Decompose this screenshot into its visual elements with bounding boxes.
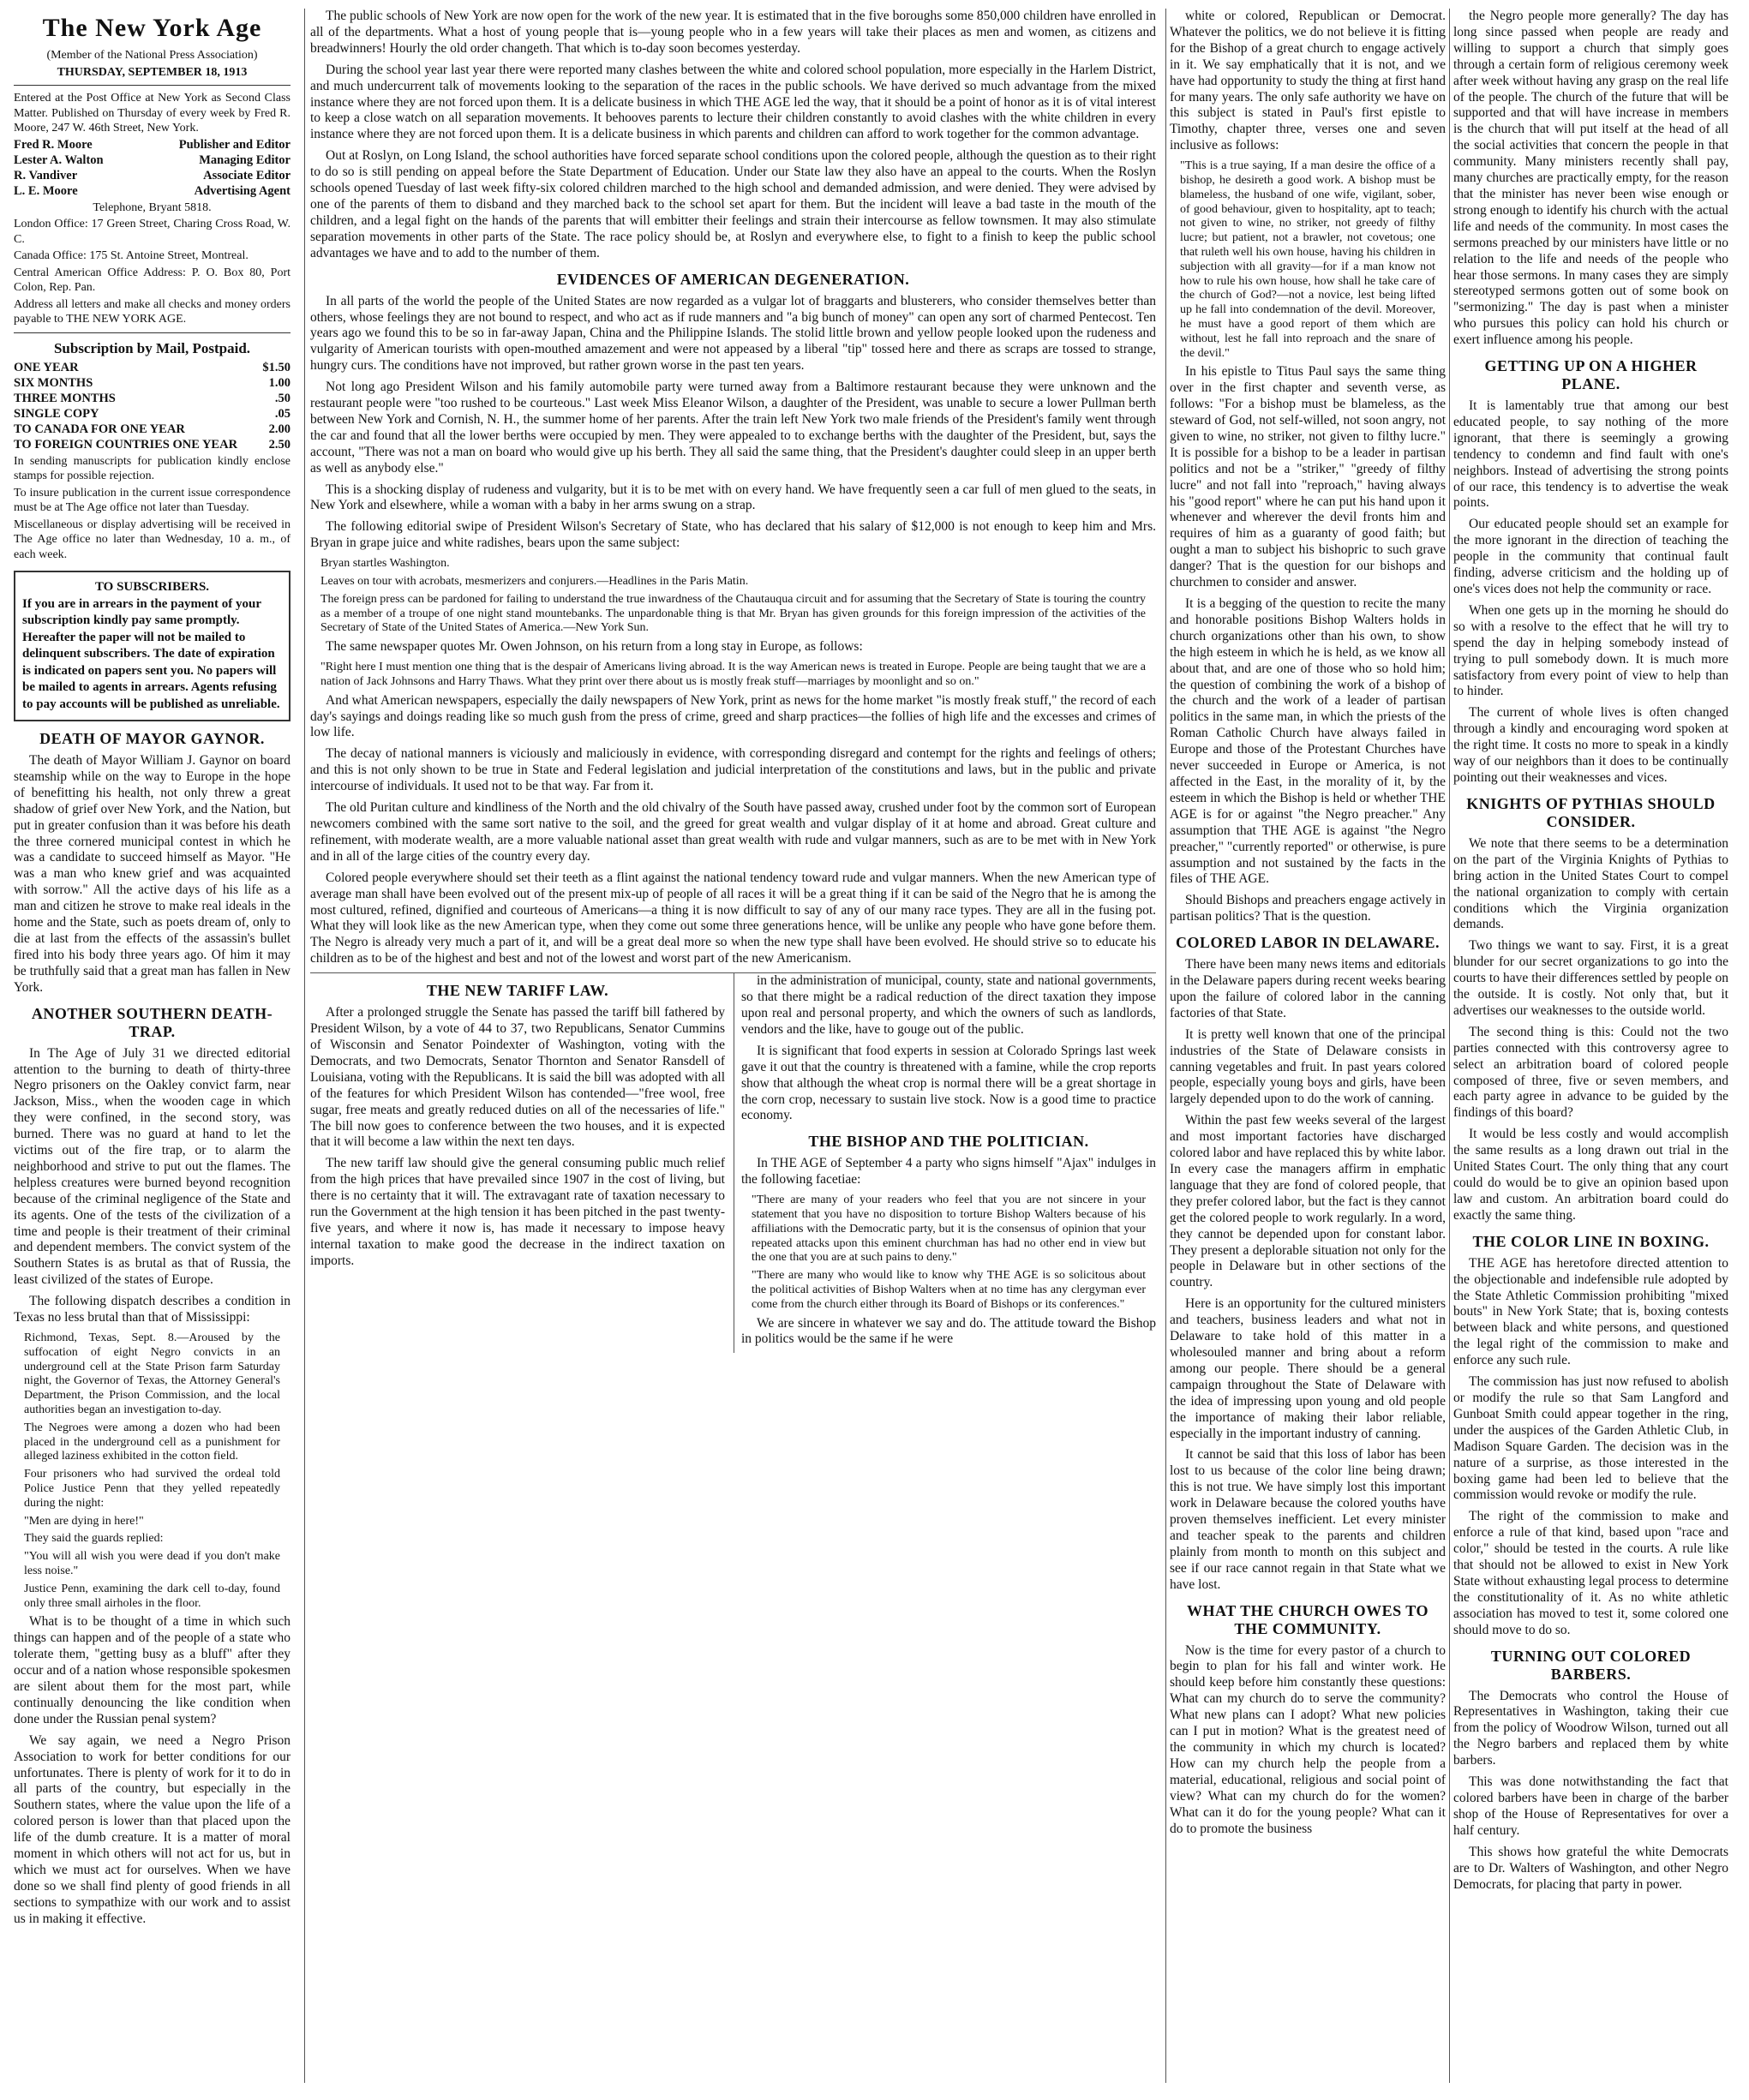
subcolumn-church bbox=[1166, 9, 1449, 2083]
article-paragraph: We are sincere in whatever we say and do. The attitude toward the Bishop in politics would be the same if he were bbox=[741, 1315, 1156, 1347]
article-paragraph: The following dispatch describes a condition in Texas no less brutal than that of Mississippi: bbox=[14, 1294, 291, 1325]
article-paragraph: Here is an opportunity for the cultured ministers and teachers, business leaders and what not in Delaware to take hold of this matter in a wholesouled manner and bring about a reform among our people. There should be a general campaign throughout the State of Delaware with the idea of impressing upon young and old people the importance of making their labor reliable, especially in the important industry of canning. bbox=[1170, 1296, 1446, 1441]
article-paragraph: Not long ago President Wilson and his family automobile party were turned away from a Baltimore restaurant because they were unknown and the restaurant people were "too rushed to be courteous." Last week Miss Eleanor Wilson, a daughter of the President, was unable to secure a lower Pullman berth between New York and Cornish, N. H., the summer home of her parents. After the train left New York two male friends of the President's family went through the car and found that all the lower berths were occupied by men. They were appealed to to exchange berths with the daughter of the President, but, says the account, "There was not a man on board who would give up his berth. They all said the same thing, that the President's daughter could sleep in an upper berth as well as anybody else." bbox=[310, 380, 1156, 476]
headline-gaynor: DEATH OF MAYOR GAYNOR. bbox=[39, 730, 265, 747]
divider bbox=[14, 85, 291, 86]
article-paragraph: The death of Mayor William J. Gaynor on board steamship while on the way to Europe in the hope of benefitting his health, not only threw a great shadow of grief over New York, and the Nation, but put in greater confusion than it was before his death the three cornered municipal contest in which he was a candidate to succeed himself as Mayor. "He was a man who knew grief and was acquainted with sorrow." All the active days of his life as a man and citizen he strove to make real ideals in the home and the State, such as poets dream of, only to die at last from the effects of the assassin's bullet fired into his body three years ago. Of him it may be truthfully said that a great man has fallen in New York. bbox=[14, 753, 291, 995]
headline-tariff: THE NEW TARIFF LAW. bbox=[426, 982, 609, 1000]
office-london: London Office: 17 Green Street, Charing Cross Road, W. C. bbox=[14, 218, 291, 246]
subscribers-title: TO SUBSCRIBERS. bbox=[94, 580, 210, 594]
note-manuscripts: In sending manuscripts for publication kindly enclose stamps for possible rejection. bbox=[14, 454, 291, 482]
article-paragraph: It cannot be said that this loss of labor has been lost to us because of the color line being drawn; this is not true. We have simply lost this important work in Delaware because the colored youths have proven themselves inefficient. Let every minister and teacher speak to the parents and children plainly from month to month on this subject and see if our race cannot regain in that State what we have lost. bbox=[1170, 1447, 1446, 1592]
article-paragraph: In all parts of the world the people of the United States are now regarded as a vulgar lot of braggarts and blusterers, who consider themselves better than others, whose feelings they are not bound to respect, and who act as if rude manners and "a big bunch of money" can open any sort of charmed Pentecost. Ten years ago we found this to be so in far-away Japan, China and the Philippine Islands. The stolid little brown and yellow people looked upon the rudeness and vulgarity of American tourists with open-mouthed amazement and were not appeased by a liberal "tip" tossed here and there as scraps are tossed to strange, hungry curs. The conditions have not improved, but rather grown worse in the past ten years. bbox=[310, 293, 1156, 374]
newspaper-page bbox=[9, 9, 1740, 2083]
lower-split bbox=[310, 972, 1156, 1353]
article-paragraph: Out at Roslyn, on Long Island, the school authorities have forced separate school conditions upon the colored people, although the question as to their right to do so is still pending on appeal before the State Department of Education. Under our State law they also have an appeal to the courts. When the Roslyn schools opened Tuesday of last week fifty-six colored children marched to the high school and demanded admission, and were denied. They were advised by one of the parents of them to disband and they marched back to the school set apart for them. But the incident will leave a bad taste in the mouth of the children, and a legal fight on the hands of the parents that will embitter their feelings and strain their intercourse as fellow townsmen. It may also stimulate separation movements in other parts of the State. The race policy should be, at Roslyn and everywhere else, to fight to a finish to keep the public school advantages we have and to add to the number of them. bbox=[310, 148, 1156, 260]
subcolumn-plane bbox=[1449, 9, 1731, 2083]
article-paragraph: And what American newspapers, especially the daily newspapers of New York, print as news for the home market "is mostly freak stuff," the record of each day's sayings and doings reading like so much gush from the press of crime, greed and sharp practices—the follies of high life and the excesses and crimes of low life. bbox=[310, 692, 1156, 740]
article-paragraph: The following editorial swipe of President Wilson's Secretary of State, who has declared that his salary of $12,000 is not enough to keep him and Mrs. Bryan in grape juice and white radishes, bears upon the same subject: bbox=[310, 519, 1156, 551]
rate-row: SIX MONTHS 1.00 bbox=[14, 375, 291, 390]
rate-row: SINGLE COPY .05 bbox=[14, 406, 291, 421]
article-paragraph: Two things we want to say. First, it is a great blunder for our secret organizations to go into the courts to have their differences settled by people on the outside. It is costly. Not only that, but it advertises our weaknesses to the outside world. bbox=[1453, 938, 1728, 1018]
article-paragraph: Within the past few weeks several of the largest and most important factories have discharged colored labor and have replaced this by white labor. In every case the managers affirm in emphatic language that they are fond of colored people, that they prefer colored labor, but the fact is they cannot get the colored people to work regularly. In a word, they cannot be depended upon for constant labor. They present a deplorable situation not only for the people in Delaware but in other sections of the country. bbox=[1170, 1113, 1446, 1290]
article-paragraph: The right of the commission to make and enforce a rule of that kind, based upon "race and color," should be tested in the courts. A rule like that should not be allowed to exist in New York State without exhausting legal process to determine the constitutionality of it. As no white athletic association has moved to test it, some colored one should move to do so. bbox=[1453, 1509, 1728, 1637]
rate-row: TO CANADA FOR ONE YEAR 2.00 bbox=[14, 422, 291, 436]
article-paragraph: We note that there seems to be a determination on the part of the Virginia Knights of Pythias to bring action in the United States Court to compel the national organization to comply with certain conditions which the Virginia organization demands. bbox=[1453, 835, 1728, 932]
headline-higher-plane: GETTING UP ON A HIGHER PLANE. bbox=[1484, 357, 1698, 393]
office-address: Address all letters and make all checks and money orders payable to THE NEW YORK AGE. bbox=[14, 297, 291, 326]
quoted-paragraph: "You will all wish you were dead if you don't make less noise." bbox=[24, 1550, 280, 1577]
subscribers-box bbox=[14, 571, 291, 721]
staff-row: R. Vandiver Associate Editor bbox=[14, 168, 291, 182]
staff-row: Fred R. Moore Publisher and Editor bbox=[14, 137, 291, 152]
column-editorial bbox=[304, 9, 1161, 2083]
quoted-paragraph: The Negroes were among a dozen who had been placed in the underground cell as a punishment for alleged laziness exhibited in the cotton field. bbox=[24, 1421, 280, 1463]
article-paragraph: It would be less costly and would accomplish the same results as a long drawn out trial in the United States Court. The only thing that any court could do would be to give an opinion based upon law and custom. An arbitration board could do exactly the same thing. bbox=[1453, 1127, 1728, 1223]
article-paragraph: Now is the time for every pastor of a church to begin to plan for his fall and winter work. He should keep before him constantly these questions: What can my church do to serve the community? What new plans can I adopt? What new policies can I put in motion? What is the greatest need of the community in which my church is located? How can my church help the people from a material, educational, religious and social point of view? What can my church do for the women? What can it do for the young people? What can it do to promote the business bbox=[1170, 1642, 1446, 1836]
article-paragraph: After a prolonged struggle the Senate has passed the tariff bill fathered by President Wilson, by a vote of 44 to 37, two Republicans, Senator Cummins of Wisconsin and Senator Poindexter of Washington, voting with the Democrats, and two Democrats, Senator Thornton and Senator Ransdell of Louisiana, voting with the Republicans. It is said the bill was adopted with all of the features for which President Wilson has contended—"free wool, free sugar, free meats and greatly reduced duties on all of the necessaries of life." The bill now goes to conference between the two houses, and it is expected that it will become a law within the next ten days. bbox=[310, 1005, 725, 1150]
article-paragraph: The same newspaper quotes Mr. Owen Johnson, on his return from a long stay in Europe, as follows: bbox=[326, 639, 863, 655]
article-paragraph: This was done notwithstanding the fact that colored barbers have been in charge of the barber shop of the House of Representatives for over a half century. bbox=[1453, 1774, 1728, 1838]
article-paragraph: There have been many news items and editorials in the Delaware papers during recent weeks bearing upon the failure of colored labor in the canning factories of that State. bbox=[1170, 957, 1446, 1020]
staff-list bbox=[14, 138, 291, 199]
edge-spacer bbox=[1731, 9, 1740, 2083]
article-paragraph: It is a begging of the question to recite the many and honorable positions Bishop Walters holds in church organizations other than his own, to show the high esteem in which he is held, as we know all about that, and are one of those who so hold him; the question of combining the work of a bishop of the church and the work of a leader of partisan politics in the same man, in which the priests of the Roman Catholic Church have always failed in Europe and those of the Protestant Churches have never succeeded in Europe or America, is not affected in the East, in the morality of it, by the esteem in which the Bishop is held or whether THE AGE is for or against "the Negro preacher." Any assumption that THE AGE is against "the Negro preacher," "currently reported" or otherwise, is pure assumption and not sustained by the facts in the files of THE AGE. bbox=[1170, 596, 1446, 887]
quoted-paragraph: Richmond, Texas, Sept. 8.—Aroused by the suffocation of eight Negro convicts in an underground cell at the State Prison farm Saturday night, the Governor of Texas, the Attorney General's Department, the Prison Commission, and the local authorities began an investigation to-day. bbox=[24, 1331, 280, 1416]
article-paragraph: This is a shocking display of rudeness and vulgarity, but it is to be met with on every hand. We have frequently seen a car full of men glued to the seats, in New York and elsewhere, while a woman with a baby in her arms swung on a strap. bbox=[310, 482, 1156, 513]
article-paragraph: Our educated people should set an example for the more ignorant in the direction of teaching the people in the community that continual fault finding, adverse criticism and the holding up of one's vices does not help the community or race. bbox=[1453, 517, 1728, 596]
staff-row: L. E. Moore Advertising Agent bbox=[14, 183, 291, 198]
issue-date: THURSDAY, SEPTEMBER 18, 1913 bbox=[57, 65, 248, 79]
note-correspondence: To insure publication in the current issue correspondence must be at The Age office not later than Tuesday. bbox=[14, 486, 291, 514]
subscribers-text: If you are in arrears in the payment of your subscription kindly pay same promptly. Hereafter the paper will not be mailed to delinquent subscribers. The date of expiration is indicated on papers sent you. No papers will be mailed to agents in arrears. Agents refusing to pay accounts will be published as unreliable. bbox=[22, 596, 280, 711]
article-paragraph: This shows how grateful the white Democrats are to Dr. Walters of Washington, and other Negro Democrats, for placing that party in power. bbox=[1453, 1844, 1728, 1892]
office-canada: Canada Office: 175 St. Antoine Street, Montreal. bbox=[14, 249, 249, 262]
article-paragraph: We say again, we need a Negro Prison Association to work for better conditions for our unfortunates. There is plenty of work for it to do in all parts of the country, but especially in the Southern states, where the value upon the life of a colored person is lower than that placed upon the life of the dumb creature. It is a matter of moral moment in which others will not act for us, but in which we must act for ourselves. When we have done so we shall find plenty of good friends in all sections to sympathize with our work and to assist us in making it effective. bbox=[14, 1732, 291, 1926]
article-paragraph: In his epistle to Titus Paul says the same thing over in the first chapter and seventh verse, as follows: "For a bishop must be blameless, as the steward of God, not self-willed, not soon angry, not given to wine, no striker, not given to filthy lucre." It is possible for a bishop to be a leader in partisan politics and not be a "striker," "greedy of filthy lucre" and not fall into "reproach," having always his "good report" where he can put his hand upon it whenever and wherever the devil fronts him and requires of him as a guaranty of good faith; but ought a man to subject his bishopric to such grave danger? That is the question for our bishops and churchmen to consider and answer. bbox=[1170, 364, 1446, 590]
article-paragraph: It is pretty well known that one of the principal industries of the State of Delaware consists in canning vegetables and fruit. In past years colored people, especially young boys and girls, have been largely depended upon to do the work of canning. bbox=[1170, 1026, 1446, 1107]
article-paragraph: white or colored, Republican or Democrat. Whatever the politics, we do not believe it is fitting for the Bishop of a great church to engage actively in it. We say emphatically that it is not, and we have had opportunity to study the thing at first hand for many years. The only safe authority we have on this subject is stated in Paul's first epistle to Timothy, chapter three, verses one and seven inclusive as follows: bbox=[1170, 9, 1446, 153]
article-paragraph: Colored people everywhere should set their teeth as a flint against the national tendency toward rude and vulgar manners. When the new American type of average man shall have been evolved out of the present mix-up of people of all races it will be a great thing if it can be said of the Negro that he is among the most cultured, refined, dignified and courteous of Americans—a thing it is now difficult to say of any of our many race types. They are all in the fusing pot. What they will look like as the new American type, when they come out some three generations hence, will be unlike any people who have gone before them. The Negro is already very much a part of it, and will be a great deal more so when the new type shall have been evolved. He should strive so to educate his children as to be of the highest and best and not of the lowest and worst part of the new Americanism. bbox=[310, 870, 1156, 966]
quoted-paragraph: Four prisoners who had survived the ordeal told Police Justice Penn that they yelled repeatedly during the night: bbox=[24, 1468, 280, 1510]
article-paragraph: in the administration of municipal, county, state and national governments, so that there might be a radical reduction of the direct taxation they impose upon real and personal property, and which the owners of such as landlords, vendors and the like, have to gouge out of the public. bbox=[741, 973, 1156, 1037]
bishop-column bbox=[734, 973, 1156, 1353]
article-paragraph: The second thing is this: Could not the two parties connected with this controversy agree to select an arbitration board of colored people composed of three, five or seven members, and each party agree in advance to be guided by the findings of this board? bbox=[1453, 1024, 1728, 1121]
headline-delaware: COLORED LABOR IN DELAWARE. bbox=[1175, 934, 1441, 952]
quoted-paragraph: "There are many of your readers who feel that you are not sincere in your statement that you have no disposition to torture Bishop Walters because of his affiliations with the Democratic party, but it is the consensus of opinion that your repeated attacks upon this eminent churchman has had no other end in view but the one that you are at such pains to deny." bbox=[752, 1194, 1146, 1265]
headline-death-trap: ANOTHER SOUTHERN DEATH-TRAP. bbox=[31, 1004, 273, 1040]
headline-degeneration: EVIDENCES OF AMERICAN DEGENERATION. bbox=[556, 270, 910, 288]
article-paragraph: During the school year last year there were reported many clashes between the white and colored school population, more especially in the Harlem District, and much undercurrent talk of movements looking to the separation of the races in the public schools. We have derived so much advantage from the mixed instance where they are not forced upon them. It is a delicate business in which THE AGE led the way, that it should be a point of honor as it is of vital interest to keep a close watch on all separation movements. It behooves parents to lecture their children constantly to avoid clashes with the white children in every instance where they are not forced upon them. It is a delicate business in which parents and children can afford to work together for the common advantage. bbox=[310, 62, 1156, 142]
article-paragraph: The commission has just now refused to abolish or modify the rule so that Sam Langford and Gunboat Smith could appear together in the ring, under the auspices of the Garden Athletic Club, in Madison Square Garden. The decision was in the nature of a surprise, as those interested in the boxing game had been led to believe that the commission would revoke or modify the rule. bbox=[1453, 1374, 1728, 1503]
article-paragraph: In THE AGE of September 4 a party who signs himself "Ajax" indulges in the following facetiae: bbox=[741, 1156, 1156, 1188]
rate-row: THREE MONTHS .50 bbox=[14, 391, 291, 405]
article-paragraph: THE AGE has heretofore directed attention to the objectionable and indefensible rule adopted by the State Athletic Commission prohibiting "mixed bouts" in New York State; that is, boxing contests between black and white persons, and questioned the legal right of the commission to make and enforce any such rule. bbox=[1453, 1255, 1728, 1368]
quoted-paragraph: The foreign press can be pardoned for failing to understand the true inwardness of the Chautauqua circuit and for assuming that the Secretary of State is touring the country as a member of a troupe of one night stand mountebanks. The unpardonable thing is that Mr. Bryan has given grounds for this foreign impression of the activities of the Secretary of State of the United States of America.—New York Sun. bbox=[320, 592, 1146, 635]
quoted-paragraph: Bryan startles Washington. bbox=[320, 557, 450, 571]
staff-row: Lester A. Walton Managing Editor bbox=[14, 153, 291, 167]
quoted-paragraph: They said the guards replied: bbox=[24, 1532, 164, 1546]
quoted-paragraph: Justice Penn, examining the dark cell to-day, found only three small airholes in the floor. bbox=[24, 1582, 280, 1610]
headline-boxing: THE COLOR LINE IN BOXING. bbox=[1472, 1232, 1710, 1250]
article-paragraph: The decay of national manners is viciously and maliciously in evidence, with corresponding disregard and contempt for the rights and feelings of others; and this is not only shown to be true in State and Federal legislation and judicial interpretation of the constitutions and laws, but in the public and private intercourse of individuals. It used not to be that way. Far from it. bbox=[310, 746, 1156, 794]
rate-table bbox=[14, 361, 291, 452]
article-paragraph: When one gets up in the morning he should do so with a resolve to the effect that he will try to spend the day in helping somebody instead of trying to pull somebody down. It is much more satisfactory from every point of view to help than to hinder. bbox=[1453, 602, 1728, 699]
masthead-title: The New York Age bbox=[42, 14, 262, 42]
tariff-column bbox=[310, 973, 725, 1353]
office-central-america: Central American Office Address: P. O. Box 80, Port Colon, Rep. Pan. bbox=[14, 266, 291, 294]
rate-row: TO FOREIGN COUNTRIES ONE YEAR 2.50 bbox=[14, 437, 291, 452]
article-paragraph: It is lamentably true that among our best educated people, to say nothing of the more ignorant, that there is seemingly a growing tendency to condemn and find fault with one's neighbors. Instead of advertising the strong points of our race, this tendency is to advertise the weak points. bbox=[1453, 398, 1728, 511]
headline-pythias: KNIGHTS OF PYTHIAS SHOULD CONSIDER. bbox=[1466, 794, 1716, 830]
headline-church-owes: WHAT THE CHURCH OWES TO THE COMMUNITY. bbox=[1187, 1601, 1429, 1637]
article-paragraph: Should Bishops and preachers engage actively in partisan politics? That is the question. bbox=[1170, 893, 1446, 924]
masthead-subtitle: (Member of the National Press Association) bbox=[46, 49, 258, 62]
article-paragraph: The public schools of New York are now open for the work of the new year. It is estimated that in the five boroughs some 850,000 children have enrolled in all of the departments. What a host of young people that is—young people who in a few years will take their places as men and women, as citizens and breadwinners! Hourly the old order changeth. That which is to-day soon becomes yesterday. bbox=[310, 9, 1156, 56]
headline-barbers: TURNING OUT COLORED BARBERS. bbox=[1490, 1647, 1692, 1683]
column-masthead bbox=[9, 9, 296, 2083]
article-paragraph: the Negro people more generally? The day has long since passed when people are ready and willing to support a church that simply goes through a certain form of religious ceremony week after week without having any grasp on the real life of the people. The church of the future that will be supported and that will have increase in members is the church that will put itself at the head of all the social activities that concern the people in that community. Many ministers recently shall pay, many churches are practically empty, for the reason that the minister has never been wise enough or strong enough to identify his church with the actual life and needs of the community. In most cases the sermons preached by our ministers have little or no relation to the life and needs of the people who hear those sermons. In many cases they are simply stereotyped sermons gotten out of some book on "sermonizing." The day is past when a minister who pursues this policy can hold his church or exert influence among his people. bbox=[1453, 9, 1728, 348]
quoted-paragraph: "There are many who would like to know why THE AGE is so solicitous about the political activities of Bishop Walters when at no time has any clergyman ever come from the church either through its Board of Bishops or its conferences." bbox=[752, 1269, 1146, 1311]
quoted-paragraph: "This is a true saying, If a man desire the office of a bishop, he desireth a good work. A bishop must be blameless, the husband of one wife, vigilant, sober, of good behaviour, given to hospitality, apt to teach; not given to wine, no striker, not greedy of filthy lucre; but patient, not a brawler, not covetous; one that ruleth well his own house, having his children in subjection with all gravity—for if a man know not how to rule his own house, how shall he take care of the church of God?—not a novice, lest being lifted up he fall into condemnation of the devil. Moreover, he must have a good report of them which are without, lest he fall into reproach and the snare of the devil." bbox=[1180, 159, 1435, 360]
column-three bbox=[1165, 9, 1731, 2083]
telephone: Telephone, Bryant 5818. bbox=[93, 200, 212, 214]
article-paragraph: The current of whole lives is often changed through a kindly and encouraging word spoken at the right time. It costs no more to speak in a kindly way of our neighbors than it does to be continually pointing out their weaknesses and vices. bbox=[1453, 705, 1728, 785]
article-paragraph: In The Age of July 31 we directed editorial attention to the burning to death of thirty-three Negro prisoners on the Oakley convict farm, near Jackson, Miss., when the wooden cage in which they were confined, in the second story, was burned. There was no guard at hand to let the victims out of the fire trap, or to alarm the neighborhood and strive to put out the flames. The helpless creatures were burned beyond recognition because of the criminal negligence of the State and its agents. One of the tests of the civilization of a time and people is their treatment of their criminal and dependent members. The convict system of the Southern States is as brutal as that of Russia, the least civilized of the states of Europe. bbox=[14, 1045, 291, 1288]
article-paragraph: The Democrats who control the House of Representatives in Washington, taking their cue from the policy of Woodrow Wilson, turned out all the Negro barbers and replaced them by white barbers. bbox=[1453, 1688, 1728, 1768]
article-paragraph: The old Puritan culture and kindliness of the North and the old chivalry of the South have passed away, crushed under foot by the common sort of European newcomers combined with the same sort native to the soil, and the greed for great wealth and vulgar display of it at home and abroad. Great culture and refinement, with moderate wealth, are a more valuable national asset than great wealth with rude and vulgar manners, such as are to be met with in New York and in all of the large cities of the country every day. bbox=[310, 800, 1156, 864]
rate-row: ONE YEAR $1.50 bbox=[14, 360, 291, 374]
article-paragraph: It is significant that food experts in session at Colorado Springs last week gave it out that the country is threatened with a famine, while the crop reports show that although the wheat crop is normal there will be a great shortage in the corn crop, necessary to sustain live stock. Now is a good time to practice economy. bbox=[741, 1043, 1156, 1123]
entry-notice: Entered at the Post Office at New York as Second Class Matter. Published on Thursday of every week by Fred R. Moore, 247 W. 46th Street, New York. bbox=[14, 92, 291, 135]
quoted-paragraph: "Men are dying in here!" bbox=[24, 1514, 144, 1528]
quoted-paragraph: Leaves on tour with acrobats, mesmerizers and conjurers.—Headlines in the Paris Matin. bbox=[320, 574, 749, 588]
quoted-paragraph: "Right here I must mention one thing that is the despair of Americans living abroad. It is the way American news is treated in Europe. People are being taught that we are a nation of Jack Johnsons and Harry Thaws. What they print over there about us is mostly freak stuff—marriages by moonlight and so on." bbox=[320, 661, 1146, 688]
note-advertising: Miscellaneous or display advertising will be received in The Age office no later than Wednesday, 10 a. m., of each week. bbox=[14, 518, 291, 561]
subscription-title: Subscription by Mail, Postpaid. bbox=[53, 339, 251, 356]
article-paragraph: The new tariff law should give the general consuming public much relief from the high prices that have prevailed since 1907 in the cost of living, but there is no certainty that it will. The extravagant rate of taxation necessary to run the Government at the high tension it has been pitched in the past twenty-five years, and where it now is, has made it necessary to impose heavy internal taxation to make good the decrease in the indirect taxation on imports. bbox=[310, 1156, 725, 1268]
headline-bishop: THE BISHOP AND THE POLITICIAN. bbox=[808, 1133, 1089, 1151]
article-paragraph: What is to be thought of a time in which such things can happen and of the people of a state who tolerate them, "getting busy as a bluff" after they occur and of a nation whose responsible spokesmen are silent about them for the most part, while continually denouncing the like condition when done under the Russian penal system? bbox=[14, 1614, 291, 1726]
